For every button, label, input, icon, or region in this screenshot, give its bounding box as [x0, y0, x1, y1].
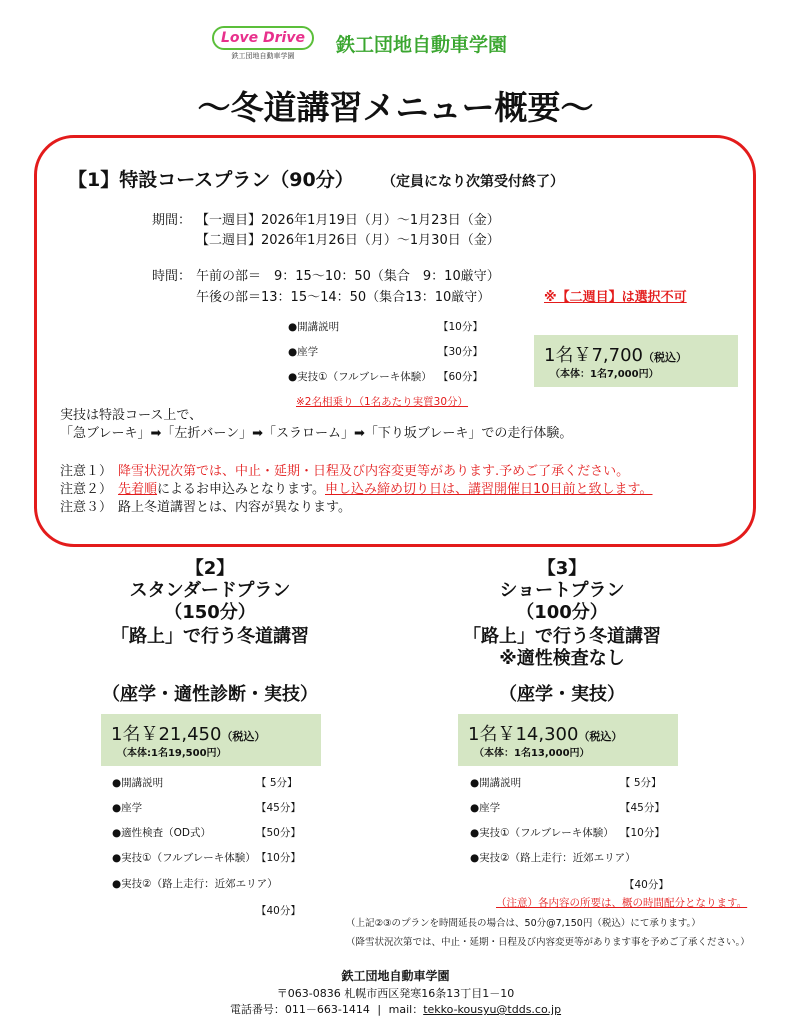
schedule-item: ●実技①（フルブレーキ体験）: [288, 371, 432, 383]
schedule-item: ●開講説明: [112, 777, 164, 789]
pair-note: ※2名相乗り（1名あたり実質30分）: [296, 396, 469, 408]
logo: [212, 26, 314, 62]
note1: 注意１） 降雪状況次第では、中止・延期・日程及び内容変更等があります.予めご了承ください。: [60, 464, 630, 479]
schedule-item: ●実技②（路上走行：近郊エリア）: [112, 878, 278, 890]
course3-desc: 「路上」で行う冬道講習: [463, 626, 661, 647]
schedule-minutes: 【30分】: [438, 346, 483, 358]
course3-contents: （座学・実技）: [499, 684, 625, 705]
time-label: 時間：: [152, 269, 192, 284]
course3-price-box: [458, 714, 678, 766]
logo-text: Love Drive: [212, 26, 314, 50]
footer-mail-label: mail：: [388, 1003, 424, 1016]
time-pm: 午後の部＝13：15〜14：50（集合13：10厳守）: [196, 290, 491, 305]
schedule-minutes: 【 5分】: [620, 777, 662, 789]
course3-price: 1名￥14,300（税込）: [468, 724, 623, 745]
course1-title: 【1】特設コースプラン（90分）: [68, 169, 354, 191]
course3-duration: （100分）: [516, 602, 608, 623]
course2-desc: 「路上」で行う冬道講習: [111, 626, 309, 647]
footer-contact: 電話番号：011－663-1414 | mail：tekko-kousyu@tdds.co.jp: [229, 1003, 562, 1016]
weather-note: （降雪状況次第では、中止・延期・日程及び内容変更等があります事を予めご了承ください。）: [346, 937, 750, 948]
course3-desc2: ※適性検査なし: [499, 648, 625, 669]
footer-phone: 電話番号：011－663-1414: [229, 1003, 370, 1016]
course1-capacity-note: （定員になり次第受付終了）: [382, 174, 564, 190]
logo-subtext: 鉄工団地自動車学園: [231, 52, 295, 60]
footer-school-name: 鉄工団地自動車学園: [341, 969, 450, 983]
time-am: 午前の部＝ 9：15〜10：50（集合 9：10厳守）: [196, 269, 500, 284]
course3-name: ショートプラン: [499, 580, 625, 601]
course1-price: 1名￥7,700（税込）: [544, 345, 687, 366]
course3-price-sub: （本体：1名13,000円）: [474, 748, 590, 759]
schedule-item: ●座学: [470, 802, 501, 814]
course2-duration: （150分）: [164, 602, 256, 623]
page-title: 〜冬道講習メニュー概要〜: [197, 88, 594, 127]
course2-heading: [60, 558, 360, 648]
schedule-minutes: 【 5分】: [256, 777, 298, 789]
schedule-item: ●開講説明: [288, 321, 340, 333]
period-label: 期間：: [152, 213, 192, 228]
schedule-minutes: 【50分】: [256, 827, 301, 839]
note2: 注意２） 先着順によるお申込みとなります。申し込み締め切り日は、講習開催日10日前と致します。: [60, 482, 653, 497]
course2-price-box: [101, 714, 321, 766]
schedule-minutes: 【45分】: [620, 802, 665, 814]
course2-contents: （座学・適性診断・実技）: [102, 684, 318, 705]
schedule-minutes: 【10分】: [620, 827, 665, 839]
schedule-minutes: 【40分】: [256, 905, 301, 917]
schedule-minutes: 【60分】: [438, 371, 483, 383]
course3-number: 【3】: [537, 558, 587, 579]
school-name: 鉄工団地自動車学園: [336, 34, 508, 56]
course1-price-box: [534, 335, 738, 387]
schedule-item: ●実技①（フルブレーキ体験）: [470, 827, 614, 839]
schedule-minutes: 【40分】: [624, 879, 669, 891]
course3-heading: [412, 558, 712, 670]
practice-line2: 「急ブレーキ」➡「左折バーン」➡「スラローム」➡「下り坂ブレーキ」での走行体験。: [60, 426, 573, 441]
schedule-minutes: 【10分】: [256, 852, 301, 864]
schedule-item: ●適性検査（OD式）: [112, 827, 212, 839]
schedule-minutes: 【45分】: [256, 802, 301, 814]
note3: 注意３） 路上冬道講習とは、内容が異なります。: [60, 500, 351, 515]
course2-number: 【2】: [185, 558, 235, 579]
practice-line1: 実技は特設コース上で、: [60, 408, 203, 423]
course1-price-sub: （本体：1名7,000円）: [550, 369, 659, 380]
schedule-item: ●開講説明: [470, 777, 522, 789]
time-warning: ※【二週目】は選択不可: [544, 290, 687, 305]
period-week2: 【二週目】2026年1月26日（月）〜1月30日（金）: [196, 233, 500, 248]
extension-note: （上記②③のプランを時間延長の場合は、50分@7,150円（税込）にて承ります。）: [346, 918, 701, 929]
schedule-minutes: 【10分】: [438, 321, 483, 333]
schedule-item: ●座学: [112, 802, 143, 814]
course2-price: 1名￥21,450（税込）: [111, 724, 266, 745]
period-week1: 【一週目】2026年1月19日（月）〜1月23日（金）: [196, 213, 500, 228]
course2-price-sub: （本体:1名19,500円）: [117, 748, 227, 759]
course3-note: （注意）各内容の所要は、概の時間配分となります。: [496, 897, 748, 909]
course2-name: スタンダードプラン: [129, 580, 291, 601]
footer-address: 〒063-0836 札幌市西区発寒16条13丁目1－10: [276, 987, 515, 1000]
schedule-item: ●実技②（路上走行：近郊エリア）: [470, 852, 636, 864]
footer-mail-link[interactable]: tekko-kousyu@tdds.co.jp: [423, 1003, 562, 1016]
schedule-item: ●実技①（フルブレーキ体験）: [112, 852, 256, 864]
schedule-item: ●座学: [288, 346, 319, 358]
